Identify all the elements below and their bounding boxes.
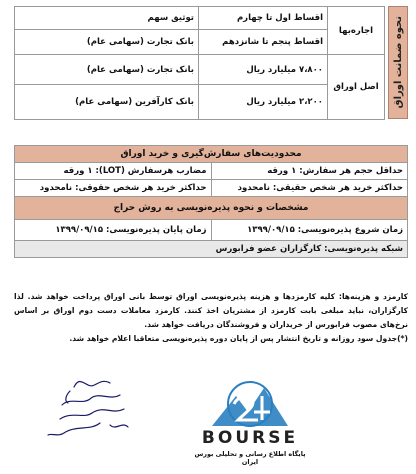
footnote: (*)جدول سود روزانه و تاریخ انتشار پس از پایان دوره پذیره‌نویسی متعاقبا اعلام خواهد شد. — [69, 334, 408, 343]
limits-header: محدودیت‌های سفارش‌گیری و خرید اوراق — [15, 146, 408, 163]
bourse-logo-word: BOURSE — [201, 428, 299, 448]
installments-1-4: اقساط اول تا چهارم — [199, 7, 328, 30]
guarantee-sidebar-title: نحوه ضمانت اوراق — [392, 16, 404, 109]
auction-header: مشخصات و نحوه پذیره‌نویسی به روش حراج — [15, 197, 408, 220]
bourse-logo — [190, 378, 310, 474]
amount-7800: ۷،۸۰۰ میلیارد ریال — [199, 55, 328, 85]
fees-paragraph — [14, 290, 408, 332]
installments-5-16: اقساط پنجم تا شانزدهم — [199, 30, 328, 55]
guarantee-table — [14, 6, 385, 120]
max-natural-cell: حداکثر خرید هر شخص حقیقی: نامحدود — [211, 180, 408, 197]
guarantor-tejarat-1: بانک تجارت (سهامی عام) — [15, 30, 199, 55]
limits-table — [14, 145, 408, 258]
bourse-logo-subtitle: پایگاه اطلاع رسانی و تحلیلی بورس ایران — [194, 450, 306, 466]
guarantor-tejarat-2: بانک تجارت (سهامی عام) — [15, 55, 199, 85]
min-order-cell: حداقل حجم هر سفارش: ۱ ورقه — [211, 163, 408, 180]
lot-multiple-cell: مضارب هرسفارش (LOT): ۱ ورقه — [15, 163, 212, 180]
guarantor-karafarin: بانک کارآفرین (سهامی عام) — [15, 85, 199, 120]
network-cell: شبکه پذیره‌نویسی: کارگزاران عضو فرابورس — [15, 241, 408, 258]
bourse-logo-icon — [190, 378, 310, 430]
stock-pledge: توثیق سهم — [15, 7, 199, 30]
row-label-ejareha: اجاره‌بها — [328, 7, 385, 55]
guarantee-sidebar — [388, 6, 408, 119]
start-date-cell: زمان شروع پذیره‌نویسی: ۱۳۹۹/۰۹/۱۵ — [211, 220, 408, 241]
fees-text: کلیه کارمزدها و هزینه پذیره‌نویسی اوراق توسط بانی اوراق پرداخت خواهد شد. لذا کارگزاران، نباید مبلغی بابت کارمزد از مشتریان اخذ کنند. کارمزد معاملات دست دوم اوراق بر اساس نرخ‌های مصوب فرابورس از خریداران و فروشندگان دریافت خواهد شد. — [14, 292, 408, 329]
end-date-cell: زمان پایان پذیره‌نویسی: ۱۳۹۹/۰۹/۱۵ — [15, 220, 212, 241]
notes — [14, 290, 408, 346]
row-label-asl: اصل اوراق — [328, 55, 385, 120]
signature-image — [40, 375, 135, 441]
fees-label: کارمزد و هزینه‌ها: — [338, 292, 408, 301]
amount-2200: ۲،۲۰۰ میلیارد ریال — [199, 85, 328, 120]
max-legal-cell: حداکثر خرید هر شخص حقوقی: نامحدود — [15, 180, 212, 197]
